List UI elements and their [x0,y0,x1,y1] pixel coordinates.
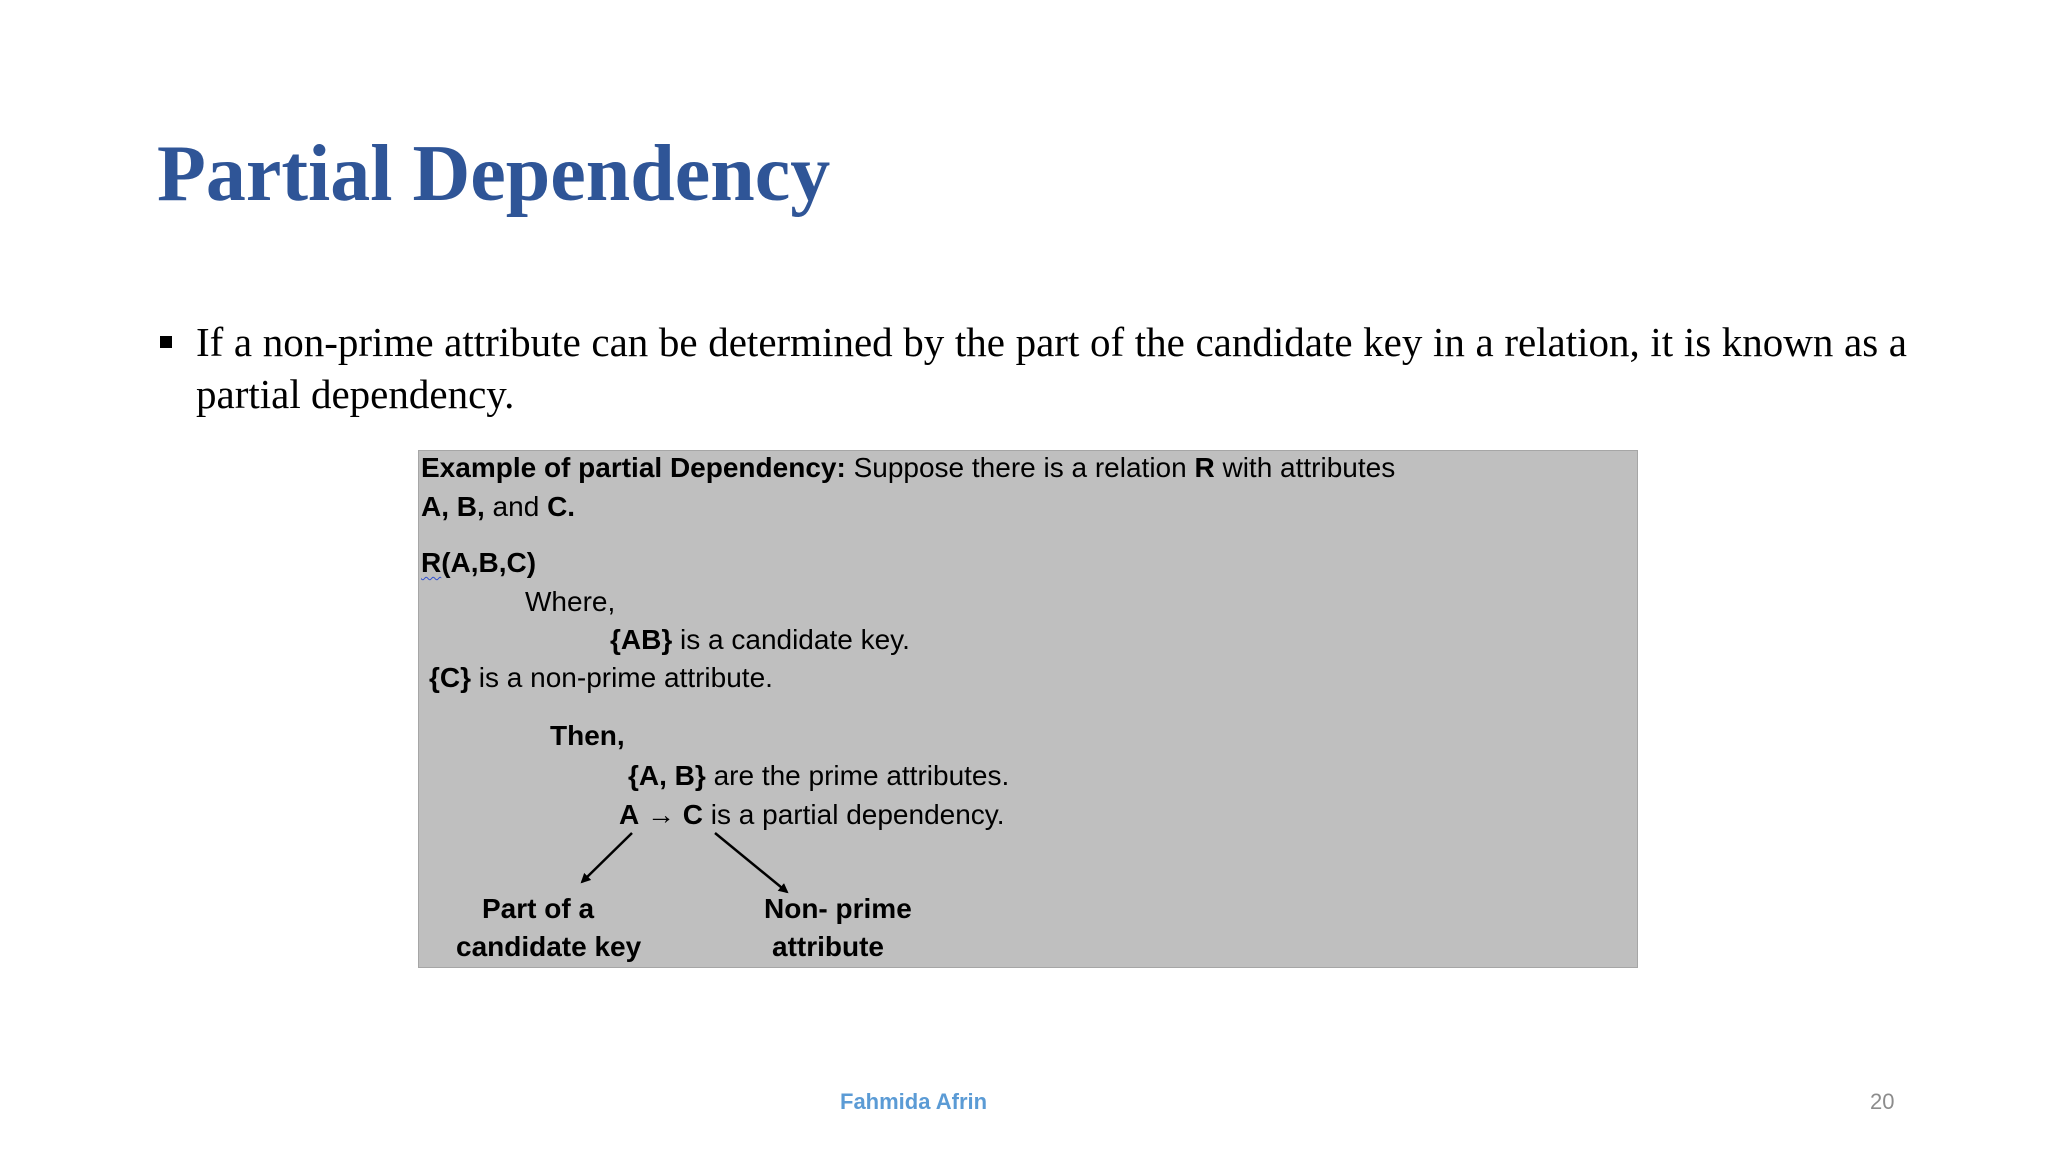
square-bullet-icon [160,336,172,348]
candidate-key-text: is a candidate key. [672,624,910,655]
label-non-prime-2: attribute [772,931,884,962]
right-arrow-icon [715,833,787,892]
and-text: and [484,491,548,522]
bullet-text: If a non-prime attribute can be determined by the part of the candidate key in a relation, it is known as a partial dependency. [196,319,1907,417]
relation-r: R [421,547,442,578]
candidate-key-bold: {AB} [610,624,673,655]
attributes-ab: A, B, [421,491,485,522]
relation-name: R [1194,452,1215,483]
dependency-right: C [682,799,704,830]
then-line: Then, [550,720,625,751]
left-arrow-icon [582,833,632,882]
bullet-item [157,316,1907,420]
non-prime-text: is a non-prime attribute. [471,662,773,693]
dependency-left: A [619,799,640,830]
dependency-arrow-icon: → [647,799,676,830]
footer-author: Fahmida Afrin [840,1089,988,1114]
where-line: Where, [525,586,616,617]
annotation-arrows [419,451,1637,967]
label-non-prime-1: Non- prime [764,893,912,924]
relation-rest: (A,B,C) [441,547,537,578]
page-number: 20 [1870,1089,1895,1114]
prime-attributes-bold: {A, B} [628,760,706,791]
example-heading-text: Suppose there is a relation [845,452,1195,483]
example-heading-text-2: with attributes [1214,452,1396,483]
dependency-text: is a partial dependency. [703,799,1005,830]
label-part-of-key-2: candidate key [456,931,642,962]
label-part-of-key-1: Part of a [482,893,595,924]
example-box [418,450,1638,968]
slide-title: Partial Dependency [157,130,831,218]
attribute-c: C. [547,491,576,522]
non-prime-bold: {C} [429,662,472,693]
example-heading-bold: Example of partial Dependency: [421,452,846,483]
prime-attributes-text: are the prime attributes. [705,760,1010,791]
